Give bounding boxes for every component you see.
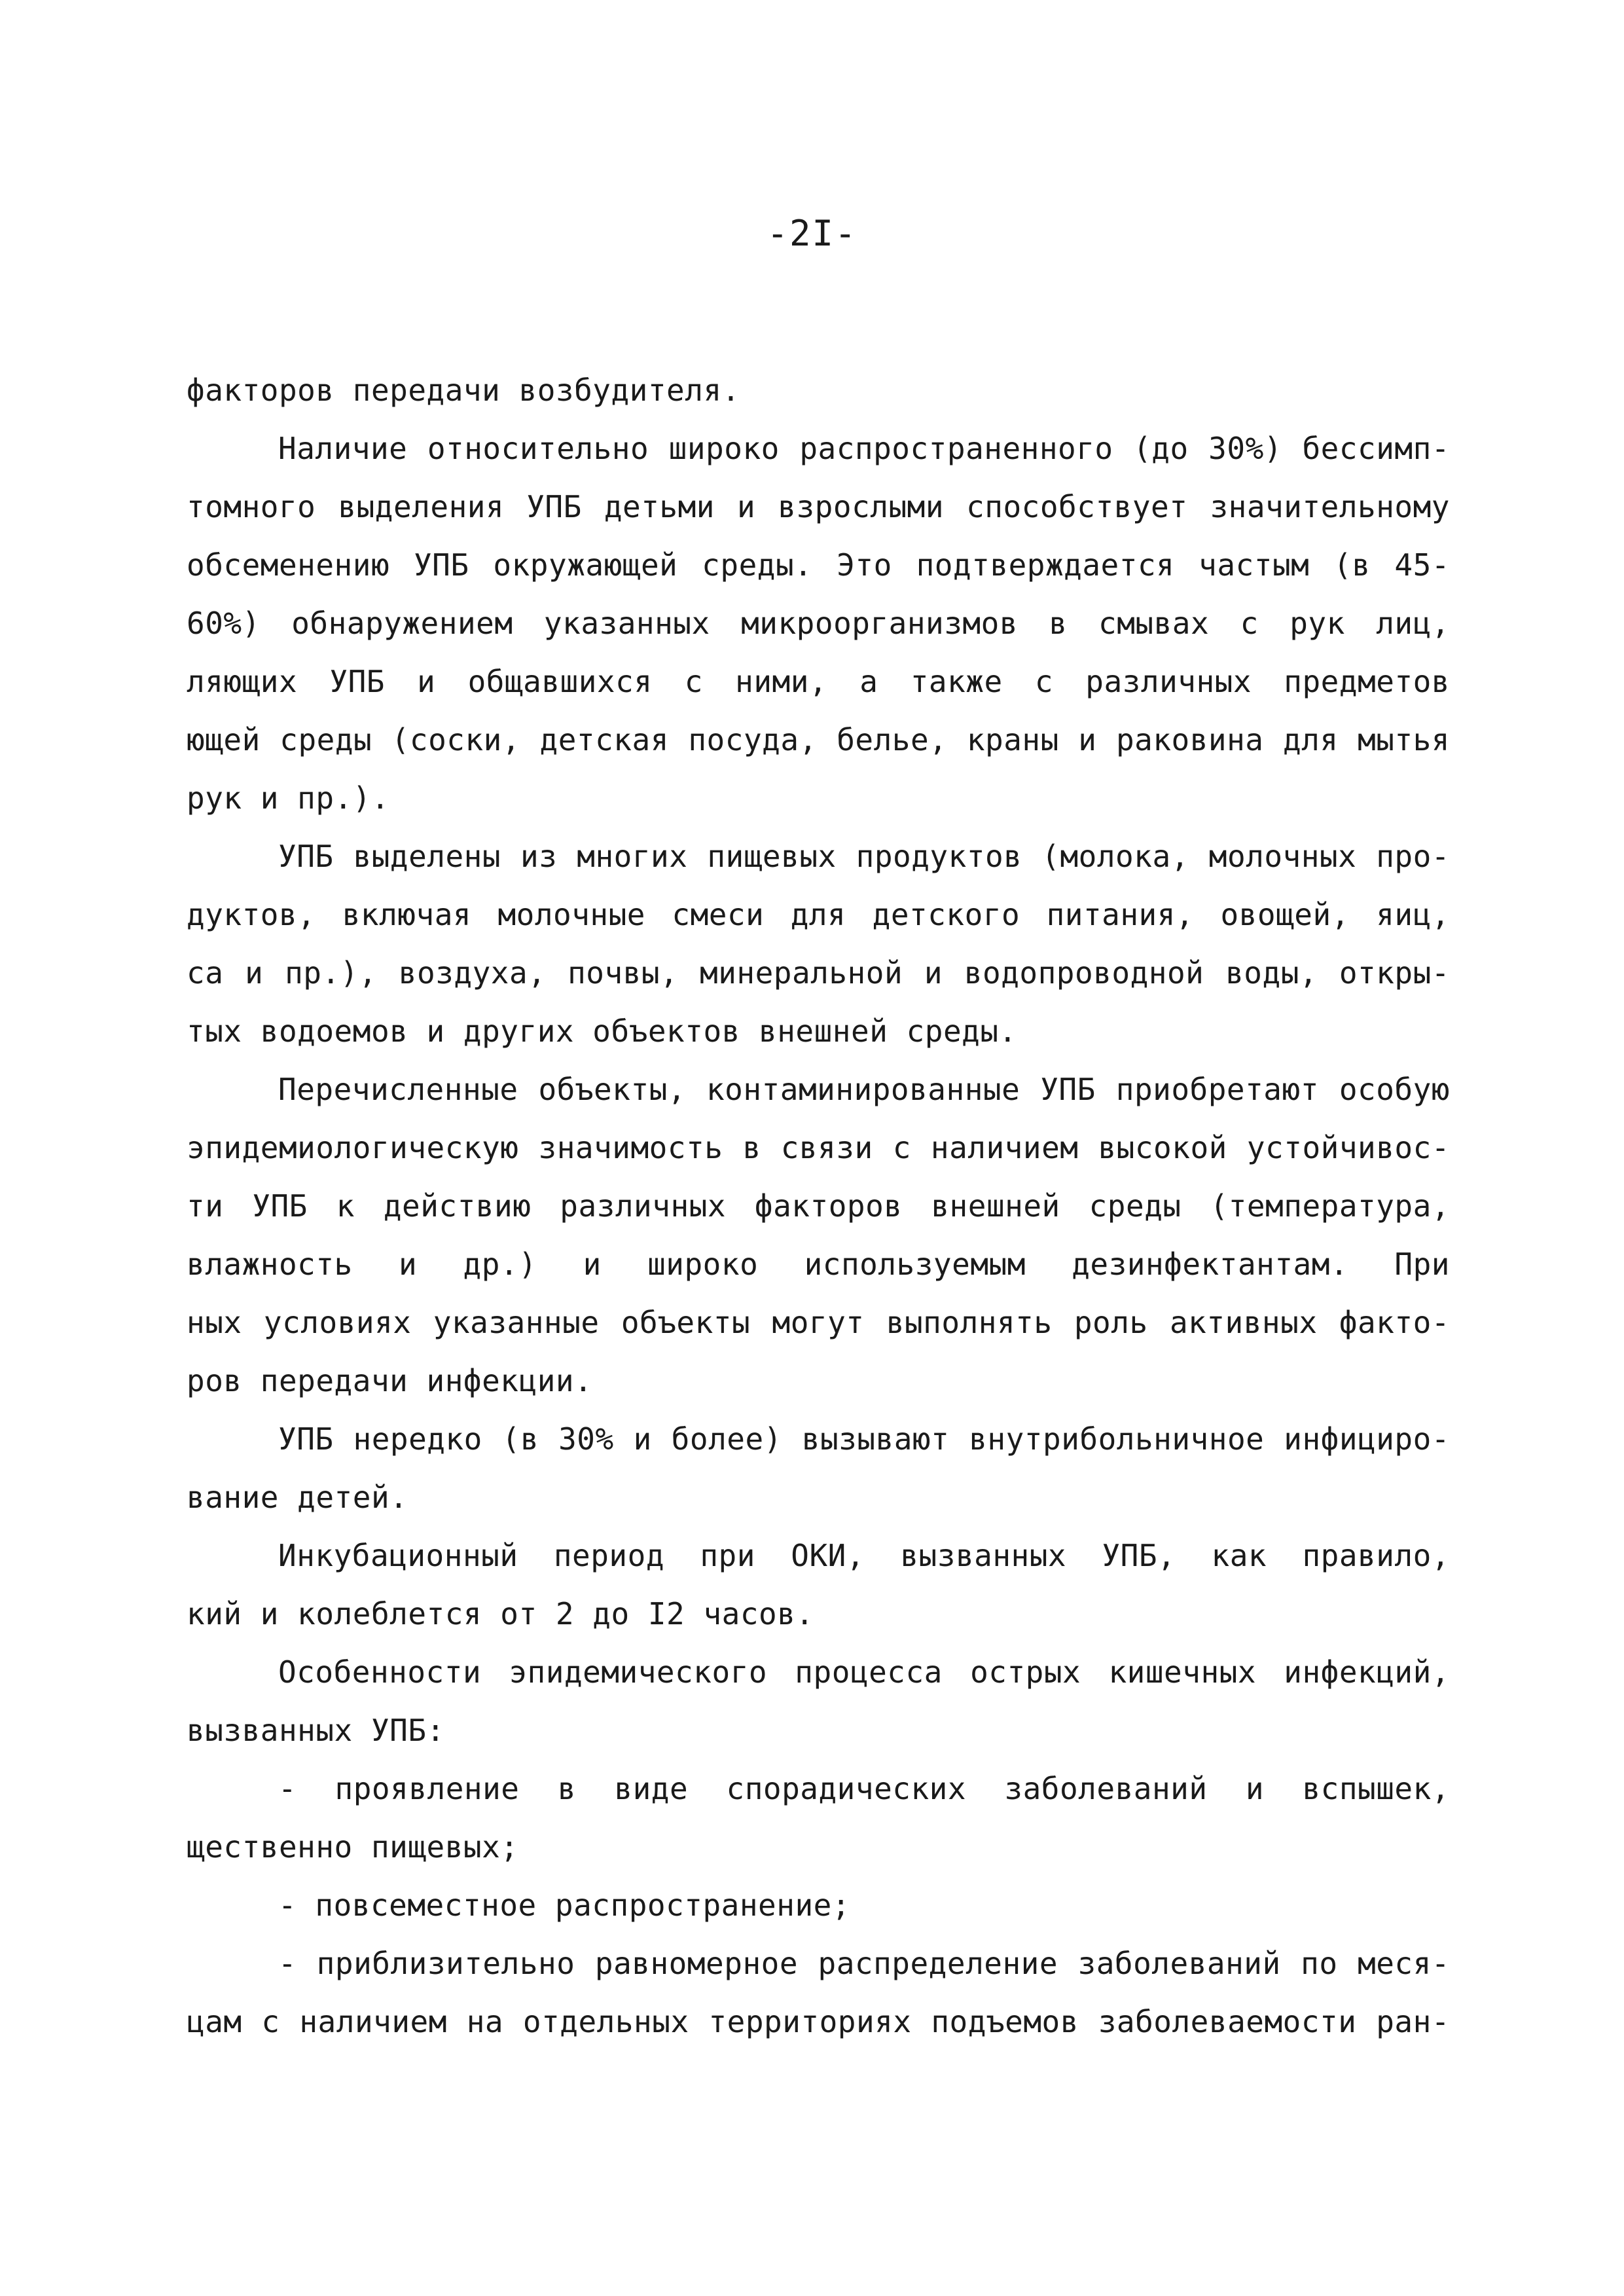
text-line: ти УПБ к действию различных факторов внешней среды (температура, — [187, 1188, 1450, 1224]
text-line: кий и колеблется от 2 до I2 часов. — [187, 1596, 814, 1631]
text-line: томного выделения УПБ детьми и взрослыми способствует значительному — [187, 489, 1450, 524]
text-line: УПБ нередко (в 30% и более) вызывают внутрибольничное инфициро- — [278, 1421, 1450, 1457]
text-line: ляющих УПБ и общавшихся с ними, а также с различных предметов — [187, 664, 1450, 699]
text-line: влажность и др.) и широко используемым дезинфектантам. При — [187, 1247, 1450, 1282]
body-text — [187, 361, 1450, 2051]
text-line: УПБ выделены из многих пищевых продуктов (молока, молочных про- — [278, 839, 1450, 874]
text-line: вание детей. — [187, 1480, 408, 1515]
list-item: - проявление в виде спорадических заболеваний и вспышек, — [278, 1771, 1450, 1806]
text-line: Особенности эпидемического процесса острых кишечных инфекций, — [278, 1654, 1450, 1690]
text-line: ющей среды (соски, детская посуда, белье, краны и раковина для мытья — [187, 722, 1450, 757]
text-line: вызванных УПБ: — [187, 1713, 445, 1748]
list-item: - приблизительно равномерное распределение заболеваний по меся- — [278, 1946, 1450, 1981]
text-line: тых водоемов и других объектов внешней среды. — [187, 1013, 1017, 1049]
text-line: факторов передачи возбудителя. — [187, 373, 740, 408]
text-line: 60%) обнаружением указанных микроорганизмов в смывах с рук лиц, — [187, 606, 1450, 641]
text-line: цам с наличием на отдельных территориях подъемов заболеваемости ран- — [187, 2004, 1450, 2039]
text-line: щественно пищевых; — [187, 1829, 519, 1865]
text-line: Перечисленные объекты, контаминированные УПБ приобретают особую — [278, 1072, 1450, 1107]
text-line: рук и пр.). — [187, 780, 390, 816]
text-line: ров передачи инфекции. — [187, 1363, 593, 1398]
text-line: Инкубационный период при ОКИ, вызванных УПБ, как правило, — [278, 1538, 1450, 1573]
text-line: обсеменению УПБ окружающей среды. Это подтверждается частым (в 45- — [187, 547, 1450, 583]
text-line: дуктов, включая молочные смеси для детского питания, овощей, яиц, — [187, 897, 1450, 932]
text-line: са и пр.), воздуха, почвы, минеральной и водопроводной воды, откры- — [187, 955, 1450, 991]
text-line: эпидемиологическую значимость в связи с наличием высокой устойчивос- — [187, 1130, 1450, 1165]
text-line: ных условиях указанные объекты могут выполнять роль активных факто- — [187, 1305, 1450, 1340]
page-number: -2I- — [767, 213, 857, 254]
list-item: - повсеместное распространение; — [278, 1887, 851, 1923]
text-line: Наличие относительно широко распространенного (до 30%) бессимп- — [278, 431, 1450, 466]
